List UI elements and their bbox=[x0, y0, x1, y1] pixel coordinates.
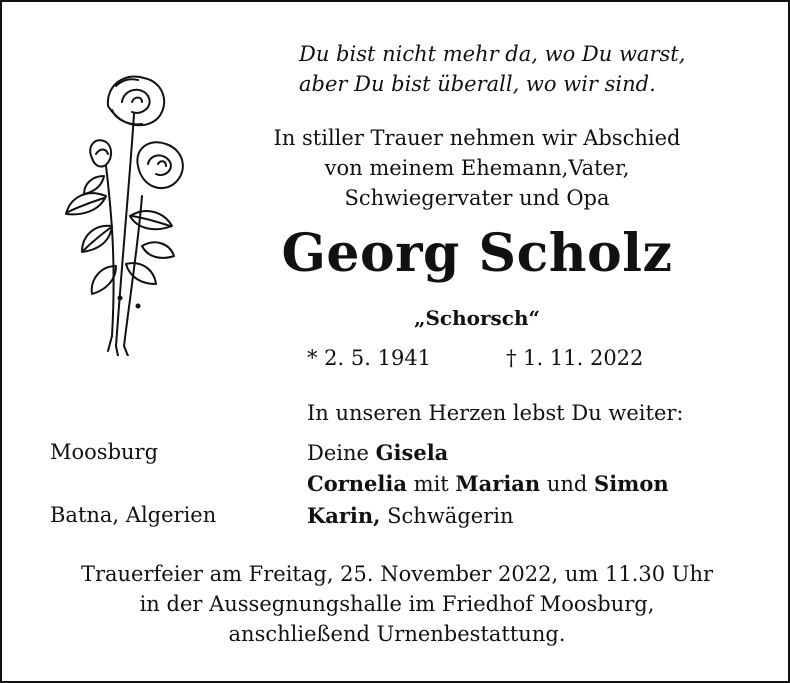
mourners-intro: In unseren Herzen lebst Du weiter: bbox=[307, 401, 684, 425]
death-date: † 1. 11. 2022 bbox=[506, 346, 644, 370]
mourner-prefix: Deine bbox=[307, 441, 376, 465]
birth-date: * 2. 5. 1941 bbox=[307, 346, 432, 370]
mourner-line-1 bbox=[307, 442, 448, 464]
deceased-name: Georg Scholz bbox=[281, 223, 673, 284]
mourner-line-2 bbox=[307, 473, 669, 495]
mourner-relation: Schwägerin bbox=[380, 504, 514, 528]
intro-line-2: von meinem Ehemann,Vater, bbox=[324, 156, 630, 180]
location-moosburg: Moosburg bbox=[50, 440, 159, 464]
location-batna: Batna, Algerien bbox=[50, 503, 217, 527]
intro-line-3: Schwiegervater und Opa bbox=[344, 186, 610, 210]
mourner-name-gisela: Gisela bbox=[375, 440, 449, 465]
mourner-connector-und: und bbox=[540, 472, 595, 496]
ceremony-line-2: in der Aussegnungshalle im Friedhof Moosburg, bbox=[139, 592, 655, 616]
quote-line-2: aber Du bist überall, wo wir sind. bbox=[299, 72, 656, 96]
intro-line-1: In stiller Trauer nehmen wir Abschied bbox=[273, 126, 681, 150]
deceased-nickname: „Schorsch“ bbox=[413, 306, 541, 330]
mourner-line-3 bbox=[307, 505, 513, 527]
rose-illustration-icon bbox=[46, 66, 196, 356]
ceremony-line-1: Trauerfeier am Freitag, 25. November 2022, um 11.30 Uhr bbox=[80, 562, 714, 586]
mourner-name-karin: Karin, bbox=[307, 503, 381, 528]
mourner-name-simon: Simon bbox=[594, 471, 669, 496]
mourner-name-cornelia: Cornelia bbox=[307, 471, 407, 496]
quote-line-1: Du bist nicht mehr da, wo Du warst, bbox=[299, 42, 686, 66]
ceremony-line-3: anschließend Urnenbestattung. bbox=[228, 622, 566, 646]
mourner-connector-mit: mit bbox=[406, 472, 456, 496]
mourner-name-marian: Marian bbox=[455, 471, 541, 496]
